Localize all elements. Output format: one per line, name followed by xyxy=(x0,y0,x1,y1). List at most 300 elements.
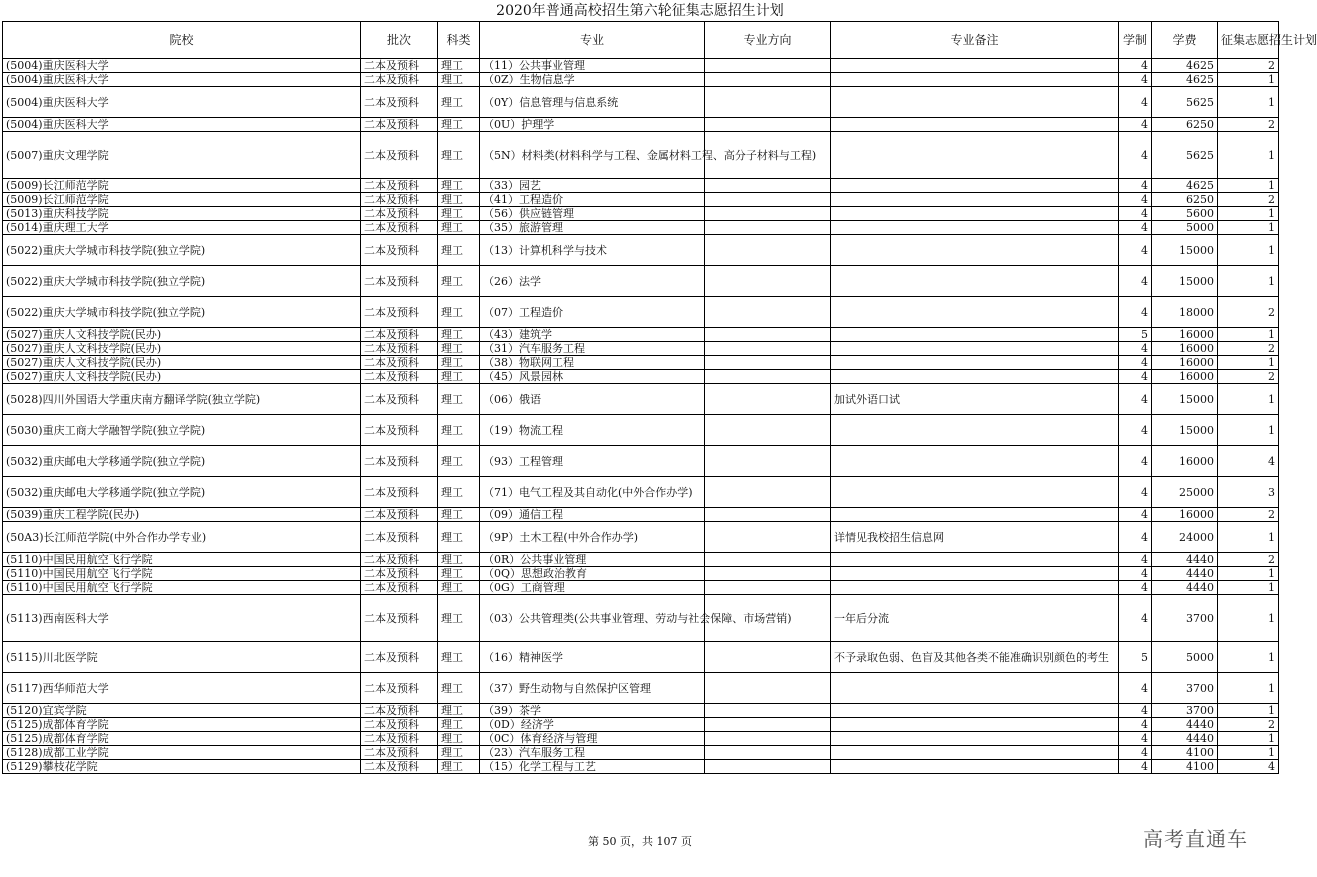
cell-duration: 4 xyxy=(1119,673,1152,704)
cell-batch: 二本及预科 xyxy=(361,266,438,297)
cell-major: （41）工程造价 xyxy=(480,193,705,207)
cell-major: （71）电气工程及其自动化(中外合作办学) xyxy=(480,477,705,508)
cell-category: 理工 xyxy=(438,342,480,356)
cell-batch: 二本及预科 xyxy=(361,567,438,581)
cell-batch: 二本及预科 xyxy=(361,477,438,508)
cell-major: （19）物流工程 xyxy=(480,415,705,446)
cell-direction xyxy=(705,746,831,760)
cell-direction xyxy=(705,342,831,356)
cell-school: (5004)重庆医科大学 xyxy=(3,118,361,132)
cell-duration: 4 xyxy=(1119,193,1152,207)
cell-remarks xyxy=(831,553,1119,567)
cell-batch: 二本及预科 xyxy=(361,522,438,553)
cell-major: （0R）公共事业管理 xyxy=(480,553,705,567)
cell-category: 理工 xyxy=(438,356,480,370)
cell-major: （0Z）生物信息学 xyxy=(480,73,705,87)
cell-tuition: 4440 xyxy=(1152,567,1218,581)
cell-major: （38）物联网工程 xyxy=(480,356,705,370)
cell-duration: 4 xyxy=(1119,207,1152,221)
cell-tuition: 4440 xyxy=(1152,581,1218,595)
cell-major: （45）风景园林 xyxy=(480,370,705,384)
table-row xyxy=(3,704,1279,718)
cell-category: 理工 xyxy=(438,746,480,760)
table-row xyxy=(3,342,1279,356)
cell-major: （0Q）思想政治教育 xyxy=(480,567,705,581)
cell-direction xyxy=(705,356,831,370)
cell-batch: 二本及预科 xyxy=(361,132,438,179)
table-row xyxy=(3,673,1279,704)
cell-duration: 4 xyxy=(1119,553,1152,567)
cell-major: （93）工程管理 xyxy=(480,446,705,477)
cell-direction xyxy=(705,266,831,297)
cell-tuition: 16000 xyxy=(1152,356,1218,370)
cell-category: 理工 xyxy=(438,207,480,221)
header-major: 专业 xyxy=(480,22,705,59)
cell-plan-count: 1 xyxy=(1218,266,1279,297)
cell-duration: 4 xyxy=(1119,118,1152,132)
cell-tuition: 15000 xyxy=(1152,235,1218,266)
cell-tuition: 16000 xyxy=(1152,370,1218,384)
cell-plan-count: 2 xyxy=(1218,553,1279,567)
cell-school: (5027)重庆人文科技学院(民办) xyxy=(3,328,361,342)
cell-category: 理工 xyxy=(438,567,480,581)
cell-duration: 4 xyxy=(1119,522,1152,553)
cell-plan-count: 2 xyxy=(1218,370,1279,384)
table-row xyxy=(3,581,1279,595)
header-tuition: 学费 xyxy=(1152,22,1218,59)
table-row xyxy=(3,266,1279,297)
cell-category: 理工 xyxy=(438,370,480,384)
cell-remarks: 不予录取色弱、色盲及其他各类不能准确识别颜色的考生 xyxy=(831,642,1119,673)
cell-batch: 二本及预科 xyxy=(361,384,438,415)
cell-plan-count: 1 xyxy=(1218,221,1279,235)
cell-tuition: 16000 xyxy=(1152,328,1218,342)
cell-plan-count: 1 xyxy=(1218,642,1279,673)
cell-school: (5013)重庆科技学院 xyxy=(3,207,361,221)
cell-major: （39）茶学 xyxy=(480,704,705,718)
cell-remarks xyxy=(831,235,1119,266)
cell-duration: 4 xyxy=(1119,595,1152,642)
table-row xyxy=(3,73,1279,87)
cell-direction xyxy=(705,59,831,73)
cell-direction xyxy=(705,179,831,193)
cell-major: （37）野生动物与自然保护区管理 xyxy=(480,673,705,704)
cell-major: （26）法学 xyxy=(480,266,705,297)
cell-plan-count: 2 xyxy=(1218,193,1279,207)
cell-plan-count: 2 xyxy=(1218,297,1279,328)
cell-tuition: 4440 xyxy=(1152,732,1218,746)
cell-duration: 4 xyxy=(1119,581,1152,595)
cell-duration: 4 xyxy=(1119,746,1152,760)
cell-category: 理工 xyxy=(438,522,480,553)
cell-plan-count: 1 xyxy=(1218,522,1279,553)
cell-school: (5022)重庆大学城市科技学院(独立学院) xyxy=(3,266,361,297)
cell-tuition: 5000 xyxy=(1152,221,1218,235)
cell-school: (5117)西华师范大学 xyxy=(3,673,361,704)
cell-category: 理工 xyxy=(438,59,480,73)
cell-school: (5027)重庆人文科技学院(民办) xyxy=(3,342,361,356)
cell-remarks xyxy=(831,446,1119,477)
cell-remarks xyxy=(831,59,1119,73)
cell-major: （9P）土木工程(中外合作办学) xyxy=(480,522,705,553)
cell-remarks xyxy=(831,87,1119,118)
cell-remarks xyxy=(831,718,1119,732)
cell-tuition: 18000 xyxy=(1152,297,1218,328)
table-row xyxy=(3,221,1279,235)
cell-tuition: 4100 xyxy=(1152,760,1218,774)
cell-duration: 4 xyxy=(1119,384,1152,415)
cell-major: （23）汽车服务工程 xyxy=(480,746,705,760)
table-row xyxy=(3,370,1279,384)
cell-batch: 二本及预科 xyxy=(361,704,438,718)
table-row xyxy=(3,356,1279,370)
cell-direction xyxy=(705,415,831,446)
cell-batch: 二本及预科 xyxy=(361,73,438,87)
cell-major: （11）公共事业管理 xyxy=(480,59,705,73)
table-row xyxy=(3,718,1279,732)
cell-duration: 4 xyxy=(1119,567,1152,581)
cell-duration: 4 xyxy=(1119,87,1152,118)
table-row xyxy=(3,642,1279,673)
cell-category: 理工 xyxy=(438,297,480,328)
table-row xyxy=(3,553,1279,567)
cell-school: (5009)长江师范学院 xyxy=(3,193,361,207)
table-row xyxy=(3,132,1279,179)
header-batch: 批次 xyxy=(361,22,438,59)
cell-batch: 二本及预科 xyxy=(361,415,438,446)
cell-duration: 4 xyxy=(1119,297,1152,328)
table-row xyxy=(3,179,1279,193)
cell-school: (5120)宜宾学院 xyxy=(3,704,361,718)
table-row xyxy=(3,207,1279,221)
cell-tuition: 15000 xyxy=(1152,266,1218,297)
cell-school: (5014)重庆理工大学 xyxy=(3,221,361,235)
cell-category: 理工 xyxy=(438,553,480,567)
header-remarks: 专业备注 xyxy=(831,22,1119,59)
cell-school: (5129)攀枝花学院 xyxy=(3,760,361,774)
cell-major: （13）计算机科学与技术 xyxy=(480,235,705,266)
header-direction: 专业方向 xyxy=(705,22,831,59)
cell-plan-count: 1 xyxy=(1218,132,1279,179)
cell-tuition: 16000 xyxy=(1152,508,1218,522)
cell-remarks: 一年后分流 xyxy=(831,595,1119,642)
cell-direction xyxy=(705,328,831,342)
cell-tuition: 15000 xyxy=(1152,415,1218,446)
cell-batch: 二本及预科 xyxy=(361,673,438,704)
cell-plan-count: 2 xyxy=(1218,508,1279,522)
cell-major: （03）公共管理类(公共事业管理、劳动与社会保障、市场营销) xyxy=(480,595,705,642)
cell-batch: 二本及预科 xyxy=(361,118,438,132)
cell-remarks xyxy=(831,179,1119,193)
cell-batch: 二本及预科 xyxy=(361,642,438,673)
table-row xyxy=(3,235,1279,266)
cell-school: (5009)长江师范学院 xyxy=(3,179,361,193)
cell-school: (5115)川北医学院 xyxy=(3,642,361,673)
cell-school: (5028)四川外国语大学重庆南方翻译学院(独立学院) xyxy=(3,384,361,415)
page-number: 第 50 页，共 107 页 xyxy=(588,835,692,848)
cell-tuition: 25000 xyxy=(1152,477,1218,508)
table-row xyxy=(3,522,1279,553)
cell-remarks xyxy=(831,760,1119,774)
cell-direction xyxy=(705,221,831,235)
cell-batch: 二本及预科 xyxy=(361,235,438,266)
cell-direction xyxy=(705,553,831,567)
cell-category: 理工 xyxy=(438,328,480,342)
cell-batch: 二本及预科 xyxy=(361,718,438,732)
cell-remarks xyxy=(831,342,1119,356)
cell-duration: 4 xyxy=(1119,446,1152,477)
cell-remarks xyxy=(831,567,1119,581)
cell-tuition: 4440 xyxy=(1152,718,1218,732)
cell-batch: 二本及预科 xyxy=(361,508,438,522)
cell-category: 理工 xyxy=(438,446,480,477)
cell-school: (5032)重庆邮电大学移通学院(独立学院) xyxy=(3,477,361,508)
header-duration: 学制 xyxy=(1119,22,1152,59)
cell-plan-count: 1 xyxy=(1218,673,1279,704)
cell-plan-count: 1 xyxy=(1218,581,1279,595)
cell-category: 理工 xyxy=(438,221,480,235)
cell-major: （0C）体育经济与管理 xyxy=(480,732,705,746)
cell-plan-count: 1 xyxy=(1218,384,1279,415)
cell-remarks xyxy=(831,266,1119,297)
cell-batch: 二本及预科 xyxy=(361,553,438,567)
cell-tuition: 4625 xyxy=(1152,179,1218,193)
cell-school: (50A3)长江师范学院(中外合作办学专业) xyxy=(3,522,361,553)
cell-duration: 4 xyxy=(1119,415,1152,446)
cell-tuition: 24000 xyxy=(1152,522,1218,553)
cell-category: 理工 xyxy=(438,73,480,87)
cell-batch: 二本及预科 xyxy=(361,732,438,746)
cell-direction xyxy=(705,73,831,87)
cell-duration: 4 xyxy=(1119,760,1152,774)
cell-duration: 5 xyxy=(1119,642,1152,673)
cell-major: （0Y）信息管理与信息系统 xyxy=(480,87,705,118)
cell-duration: 4 xyxy=(1119,59,1152,73)
cell-major: （15）化学工程与工艺 xyxy=(480,760,705,774)
cell-school: (5032)重庆邮电大学移通学院(独立学院) xyxy=(3,446,361,477)
watermark-brand: 高考直通车 xyxy=(1143,827,1248,851)
cell-batch: 二本及预科 xyxy=(361,581,438,595)
table-row xyxy=(3,477,1279,508)
cell-batch: 二本及预科 xyxy=(361,595,438,642)
cell-category: 理工 xyxy=(438,595,480,642)
cell-plan-count: 1 xyxy=(1218,595,1279,642)
cell-direction xyxy=(705,522,831,553)
cell-batch: 二本及预科 xyxy=(361,356,438,370)
cell-remarks xyxy=(831,297,1119,328)
cell-plan-count: 2 xyxy=(1218,118,1279,132)
table-row xyxy=(3,595,1279,642)
cell-major: （06）俄语 xyxy=(480,384,705,415)
cell-remarks xyxy=(831,118,1119,132)
cell-direction xyxy=(705,732,831,746)
cell-direction xyxy=(705,118,831,132)
cell-tuition: 4100 xyxy=(1152,746,1218,760)
cell-batch: 二本及预科 xyxy=(361,179,438,193)
cell-remarks xyxy=(831,132,1119,179)
cell-batch: 二本及预科 xyxy=(361,342,438,356)
cell-remarks xyxy=(831,328,1119,342)
table-row xyxy=(3,446,1279,477)
cell-school: (5027)重庆人文科技学院(民办) xyxy=(3,356,361,370)
cell-school: (5007)重庆文理学院 xyxy=(3,132,361,179)
cell-tuition: 5000 xyxy=(1152,642,1218,673)
cell-remarks xyxy=(831,415,1119,446)
cell-school: (5004)重庆医科大学 xyxy=(3,59,361,73)
cell-remarks xyxy=(831,193,1119,207)
cell-remarks xyxy=(831,73,1119,87)
cell-category: 理工 xyxy=(438,673,480,704)
page-title: 2020年普通高校招生第六轮征集志愿招生计划 xyxy=(496,3,784,19)
cell-tuition: 6250 xyxy=(1152,118,1218,132)
cell-plan-count: 1 xyxy=(1218,328,1279,342)
cell-tuition: 16000 xyxy=(1152,342,1218,356)
cell-tuition: 5600 xyxy=(1152,207,1218,221)
cell-plan-count: 4 xyxy=(1218,760,1279,774)
cell-direction xyxy=(705,235,831,266)
cell-direction xyxy=(705,581,831,595)
cell-tuition: 3700 xyxy=(1152,673,1218,704)
cell-direction xyxy=(705,642,831,673)
cell-plan-count: 4 xyxy=(1218,446,1279,477)
cell-direction xyxy=(705,370,831,384)
cell-major: （0D）经济学 xyxy=(480,718,705,732)
table-row xyxy=(3,384,1279,415)
cell-plan-count: 1 xyxy=(1218,415,1279,446)
cell-tuition: 16000 xyxy=(1152,446,1218,477)
cell-duration: 4 xyxy=(1119,235,1152,266)
cell-duration: 4 xyxy=(1119,477,1152,508)
cell-plan-count: 2 xyxy=(1218,718,1279,732)
enrollment-plan-table xyxy=(2,21,1317,774)
cell-duration: 4 xyxy=(1119,508,1152,522)
cell-direction xyxy=(705,87,831,118)
cell-tuition: 3700 xyxy=(1152,704,1218,718)
cell-tuition: 4625 xyxy=(1152,59,1218,73)
cell-school: (5004)重庆医科大学 xyxy=(3,87,361,118)
cell-category: 理工 xyxy=(438,87,480,118)
cell-major: （0U）护理学 xyxy=(480,118,705,132)
cell-direction xyxy=(705,446,831,477)
cell-category: 理工 xyxy=(438,132,480,179)
table-row xyxy=(3,118,1279,132)
cell-batch: 二本及预科 xyxy=(361,328,438,342)
cell-batch: 二本及预科 xyxy=(361,760,438,774)
cell-major: （09）通信工程 xyxy=(480,508,705,522)
cell-duration: 4 xyxy=(1119,704,1152,718)
cell-school: (5110)中国民用航空飞行学院 xyxy=(3,553,361,567)
cell-plan-count: 1 xyxy=(1218,235,1279,266)
cell-category: 理工 xyxy=(438,760,480,774)
cell-plan-count: 1 xyxy=(1218,207,1279,221)
table-row xyxy=(3,760,1279,774)
cell-direction xyxy=(705,673,831,704)
cell-plan-count: 1 xyxy=(1218,704,1279,718)
cell-duration: 4 xyxy=(1119,370,1152,384)
table-header-row xyxy=(3,22,1279,59)
cell-tuition: 5625 xyxy=(1152,87,1218,118)
cell-major: （31）汽车服务工程 xyxy=(480,342,705,356)
cell-direction xyxy=(705,704,831,718)
cell-remarks: 详情见我校招生信息网 xyxy=(831,522,1119,553)
cell-tuition: 4440 xyxy=(1152,553,1218,567)
cell-plan-count: 3 xyxy=(1218,477,1279,508)
cell-tuition: 3700 xyxy=(1152,595,1218,642)
cell-duration: 4 xyxy=(1119,732,1152,746)
cell-plan-count: 1 xyxy=(1218,87,1279,118)
table-row xyxy=(3,746,1279,760)
cell-direction xyxy=(705,508,831,522)
cell-category: 理工 xyxy=(438,179,480,193)
cell-direction xyxy=(705,718,831,732)
cell-category: 理工 xyxy=(438,718,480,732)
cell-major: （16）精神医学 xyxy=(480,642,705,673)
table-row xyxy=(3,415,1279,446)
cell-tuition: 6250 xyxy=(1152,193,1218,207)
cell-remarks xyxy=(831,704,1119,718)
cell-duration: 4 xyxy=(1119,342,1152,356)
cell-duration: 4 xyxy=(1119,132,1152,179)
cell-school: (5125)成都体育学院 xyxy=(3,718,361,732)
table-row xyxy=(3,732,1279,746)
cell-category: 理工 xyxy=(438,477,480,508)
cell-plan-count: 1 xyxy=(1218,73,1279,87)
cell-remarks xyxy=(831,508,1119,522)
cell-plan-count: 2 xyxy=(1218,342,1279,356)
cell-direction xyxy=(705,760,831,774)
cell-duration: 4 xyxy=(1119,221,1152,235)
cell-batch: 二本及预科 xyxy=(361,221,438,235)
cell-batch: 二本及预科 xyxy=(361,746,438,760)
cell-school: (5022)重庆大学城市科技学院(独立学院) xyxy=(3,235,361,266)
cell-school: (5110)中国民用航空飞行学院 xyxy=(3,567,361,581)
cell-school: (5022)重庆大学城市科技学院(独立学院) xyxy=(3,297,361,328)
cell-plan-count: 2 xyxy=(1218,59,1279,73)
cell-major: （33）园艺 xyxy=(480,179,705,193)
cell-plan-count: 1 xyxy=(1218,179,1279,193)
cell-plan-count: 1 xyxy=(1218,732,1279,746)
cell-school: (5110)中国民用航空飞行学院 xyxy=(3,581,361,595)
cell-major: （56）供应链管理 xyxy=(480,207,705,221)
header-school: 院校 xyxy=(3,22,361,59)
cell-remarks xyxy=(831,221,1119,235)
cell-duration: 4 xyxy=(1119,718,1152,732)
cell-batch: 二本及预科 xyxy=(361,193,438,207)
table-row xyxy=(3,328,1279,342)
cell-category: 理工 xyxy=(438,266,480,297)
cell-remarks xyxy=(831,356,1119,370)
cell-batch: 二本及预科 xyxy=(361,297,438,328)
cell-plan-count: 1 xyxy=(1218,567,1279,581)
cell-plan-count: 1 xyxy=(1218,746,1279,760)
cell-category: 理工 xyxy=(438,384,480,415)
cell-category: 理工 xyxy=(438,118,480,132)
cell-batch: 二本及预科 xyxy=(361,446,438,477)
cell-major: （43）建筑学 xyxy=(480,328,705,342)
cell-school: (5030)重庆工商大学融智学院(独立学院) xyxy=(3,415,361,446)
cell-remarks xyxy=(831,370,1119,384)
cell-direction xyxy=(705,297,831,328)
cell-tuition: 5625 xyxy=(1152,132,1218,179)
cell-school: (5027)重庆人文科技学院(民办) xyxy=(3,370,361,384)
cell-direction xyxy=(705,207,831,221)
cell-category: 理工 xyxy=(438,732,480,746)
table-row xyxy=(3,193,1279,207)
cell-category: 理工 xyxy=(438,415,480,446)
table-row xyxy=(3,87,1279,118)
cell-school: (5039)重庆工程学院(民办) xyxy=(3,508,361,522)
cell-tuition: 15000 xyxy=(1152,384,1218,415)
